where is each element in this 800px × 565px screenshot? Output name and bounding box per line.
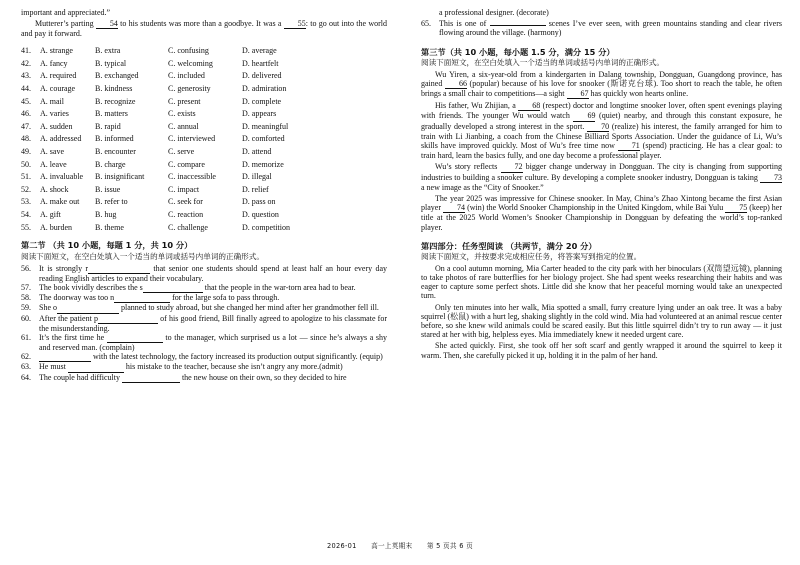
option-b[interactable]: B. rapid — [95, 121, 121, 131]
answer-blank[interactable]: 72 — [501, 162, 523, 172]
question-number: 56. — [21, 263, 31, 273]
question-item: 60. After the patient p of his good friend, Bill finally agreed to apologize to his classmate for the misunderstanding. — [21, 313, 388, 333]
question-number: 49. — [21, 147, 31, 157]
option-row — [21, 221, 387, 234]
option-b[interactable]: B. insignificant — [95, 172, 145, 182]
option-a[interactable]: A. leave — [40, 159, 67, 169]
option-a[interactable]: A. strange — [40, 46, 73, 56]
option-c[interactable]: C. serve — [168, 147, 195, 157]
option-d[interactable]: D. comforted — [242, 134, 285, 144]
option-a[interactable]: A. required — [40, 71, 77, 81]
option-a[interactable]: A. shock — [40, 184, 69, 194]
answer-blank[interactable]: 73 — [760, 173, 782, 183]
section3-title: 第三节（共 10 小题，每小题 1.5 分，满分 15 分） — [421, 46, 615, 57]
option-d[interactable]: D. complete — [242, 96, 282, 106]
option-a[interactable]: A. make out — [40, 197, 80, 207]
option-b[interactable]: B. hug — [95, 209, 117, 219]
option-d[interactable]: D. admiration — [242, 84, 287, 94]
option-a[interactable]: A. addressed — [40, 134, 82, 144]
question-item: 58. The doorway was too n for the large sofa to pass through. — [21, 293, 280, 303]
option-c[interactable]: C. reaction — [168, 209, 204, 219]
option-b[interactable]: B. refer to — [95, 197, 128, 207]
story-paragraph: Wu Yiren, a six-year-old from a kindergarten in Dalang township, Dongguan, Guangdong province, has gained 66 (popular) because of his love for snooker (斯诺克台球). Too short to reach the table, he often brings a small chair to competitions—a sight 67 has quickly won hearts online. — [421, 69, 783, 99]
option-row — [21, 171, 387, 184]
answer-blank[interactable]: 71 — [618, 141, 640, 151]
option-row — [21, 108, 387, 121]
question-item: 63. He must his mistake to the teacher, because she isn’t angry any more.(admit) — [21, 362, 343, 372]
option-row — [21, 196, 387, 209]
question-item: 65. This is one of scenes I’ve ever seen, with green mountains standing and clear rivers flowing around the village. (harmony) — [421, 19, 782, 38]
answer-blank[interactable] — [68, 362, 124, 372]
option-b[interactable]: B. exchanged — [95, 71, 139, 81]
question-number: 50. — [21, 159, 31, 169]
option-c[interactable]: C. compare — [168, 159, 205, 169]
question-number: 53. — [21, 197, 31, 207]
option-d[interactable]: D. illegal — [242, 172, 272, 182]
part4-title: 第四部分：任务型阅读 （共两节，满分 20 分） — [421, 240, 597, 251]
option-b[interactable]: B. extra — [95, 46, 121, 56]
option-a[interactable]: A. varies — [40, 109, 69, 119]
option-row — [21, 95, 387, 108]
question-number: 63. — [21, 362, 31, 372]
left-column — [21, 8, 387, 383]
footer-page: 第 5 页共 6 页 — [426, 542, 473, 550]
question-number: 59. — [21, 303, 31, 313]
option-a[interactable]: A. sudden — [40, 121, 73, 131]
option-d[interactable]: D. question — [242, 209, 279, 219]
option-row — [21, 183, 387, 196]
question-number: 48. — [21, 134, 31, 144]
option-a[interactable]: A. gift — [40, 209, 61, 219]
option-b[interactable]: B. charge — [95, 159, 126, 169]
parting-paragraph: Mutterer’s parting 54 to his students was more than a goodbye. It was a 55: to go out into the world and pay it forward. — [21, 19, 387, 39]
part4-instruction: 阅读下面短文，并按要求完成相应任务，将答案写到指定的位置。 — [421, 252, 642, 262]
question-number: 47. — [21, 121, 31, 131]
answer-blank[interactable] — [122, 373, 180, 383]
option-row — [21, 208, 387, 221]
option-c[interactable]: C. present — [168, 96, 201, 106]
right-column — [421, 8, 782, 362]
question-number: 42. — [21, 58, 31, 68]
option-c[interactable]: C. seek for — [168, 197, 203, 207]
option-c[interactable]: C. interviewed — [168, 134, 216, 144]
question-number: 58. — [21, 293, 31, 303]
option-d[interactable]: D. pass on — [242, 197, 276, 207]
option-c[interactable]: C. inaccessible — [168, 172, 216, 182]
question-item: 56. It is strongly r that senior one students should spend at least half an hour every day reading English articles to expand their vocabulary. — [21, 263, 387, 283]
intro-line: important and appreciated.” — [21, 8, 111, 17]
option-d[interactable]: D. appears — [242, 109, 277, 119]
option-d[interactable]: D. delivered — [242, 71, 282, 81]
option-a[interactable]: A. save — [40, 147, 64, 157]
option-a[interactable]: A. courage — [40, 84, 76, 94]
option-row — [21, 57, 387, 70]
question-number: 57. — [21, 282, 31, 292]
option-a[interactable]: A. mail — [40, 96, 64, 106]
question-number: 55. — [21, 222, 31, 232]
option-a[interactable]: A. fancy — [40, 58, 68, 68]
section2-questions — [21, 264, 387, 383]
option-b[interactable]: B. typical — [95, 58, 127, 68]
story-paragraph: His father, Wu Zhijian, a 68 (respect) doctor and longtime snooker lover, often spent evenings playing with friends. The younger Wu would watch 69 (quiet) nearby, and through this constant exposure, he gradually developed a strong interest in the sport. 70 (realize) his interest, the family arranged for him to train with Li Jianbing, a coach from the Chinese Billiard Sports Association. Under the guidance of Li, Wu’s skills have improved quickly. Most of Wu’s free time now 71 (spend) practicing. He has a clear goal: to train hard, learn the basics fully, and one day become a professional player. — [421, 101, 783, 161]
option-a[interactable]: A. invaluable — [40, 172, 84, 182]
option-c[interactable]: C. exists — [168, 109, 196, 119]
question-item: 64. The couple had difficulty the new house on their own, so they decided to hire — [21, 372, 347, 382]
option-d[interactable]: D. average — [242, 46, 277, 56]
option-row — [21, 120, 387, 133]
option-row — [21, 145, 387, 158]
question-number: 41. — [21, 46, 31, 56]
option-d[interactable]: D. meaningful — [242, 121, 289, 131]
option-c[interactable]: C. included — [168, 71, 205, 81]
option-b[interactable]: B. encounter — [95, 147, 136, 157]
option-c[interactable]: C. impact — [168, 184, 200, 194]
question-number: 64. — [21, 372, 31, 382]
option-c[interactable]: C. generosity — [168, 84, 211, 94]
option-d[interactable]: D. attend — [242, 147, 272, 157]
answer-blank[interactable]: 68 — [518, 101, 540, 111]
option-d[interactable]: D. memorize — [242, 159, 284, 169]
answer-blank[interactable]: 67 — [567, 89, 589, 99]
story-paragraph: The year 2025 was impressive for Chinese snooker. In May, China’s Zhao Xintong became the first Asian player 74 (win) the World Snooker Championship in the United Kingdom, while Bai Yulu 75 (keep) her title at the 2025 World Women’s Snooker Championship in Dongguan by defeating the world’s top-ranked player. — [421, 193, 782, 232]
answer-blank[interactable]: 74 — [443, 203, 465, 213]
answer-blank[interactable]: 54 — [96, 19, 118, 29]
option-c[interactable]: C. confusing — [168, 46, 209, 56]
option-b[interactable]: B. matters — [95, 109, 128, 119]
page-footer — [0, 543, 800, 551]
option-b[interactable]: B. theme — [95, 222, 124, 232]
option-row — [21, 158, 387, 171]
option-c[interactable]: C. challenge — [168, 222, 208, 232]
answer-blank[interactable]: 75 — [725, 203, 747, 213]
question-number: 43. — [21, 71, 31, 81]
option-row — [21, 45, 387, 58]
section3-instruction: 阅读下面短文，在空白处填入一个适当的单词或括号内单词的正确形式。 — [421, 57, 664, 67]
reading-paragraph: Only ten minutes into her walk, Mia spotted a small, furry creature lying under an oak tree. It was a baby squirrel (松鼠) with a hurt leg, shaking slightly in the cold wind. Mia had volunteered at an animal rescue center before, so she knew wild animals could be scared easily. But this little squirrel didn’t try to run away — it just stared at her with big, helpless eyes. Mia immediately knew it needed urgent care. — [421, 302, 782, 340]
footer-date: 2026-01 — [327, 542, 357, 550]
question-number: 54. — [21, 209, 31, 219]
option-b[interactable]: B. issue — [95, 184, 121, 194]
question-number: 45. — [21, 96, 31, 106]
option-row — [21, 70, 387, 83]
answer-blank[interactable] — [107, 333, 163, 343]
question-item: 57. The book vividly describes the s that the people in the war-torn area had to bear. — [21, 282, 356, 292]
option-d[interactable]: D. relief — [242, 184, 269, 194]
answer-blank[interactable] — [57, 303, 119, 313]
options-table — [21, 45, 387, 234]
question-item: 59. She o planned to study abroad, but she changed her mind after her grandmother fell ill. — [21, 303, 379, 313]
answer-blank[interactable]: 70 — [587, 122, 609, 132]
question-number: 62. — [21, 352, 31, 362]
option-row — [21, 82, 387, 95]
option-b[interactable]: B. recognize — [95, 96, 136, 106]
option-d[interactable]: D. heartfelt — [242, 58, 279, 68]
option-row — [21, 133, 387, 146]
answer-blank[interactable]: 69 — [573, 111, 595, 121]
answer-blank[interactable]: 55 — [284, 19, 306, 29]
question-number: 51. — [21, 172, 31, 182]
answer-blank[interactable] — [114, 293, 170, 303]
option-c[interactable]: C. welcoming — [168, 58, 213, 68]
answer-blank[interactable] — [39, 352, 91, 362]
section2-title: 第二节 （共 10 小题，每题 1 分，共 10 分） — [21, 240, 193, 251]
question-number: 44. — [21, 84, 31, 94]
footer-exam: 高一上英期末 — [371, 542, 413, 550]
option-b[interactable]: B. informed — [95, 134, 134, 144]
answer-blank[interactable] — [88, 264, 150, 274]
reading-paragraph: On a cool autumn morning, Mia Carter headed to the city park with her binoculars (双筒望远镜), planning to take photos of rare butterflies for her biology project. She had spent weeks researching their habits and was eager to capture some perfect shots. Little did she know that her peaceful morning would take an unexpected turn. — [421, 263, 782, 301]
answer-blank[interactable] — [490, 25, 546, 26]
option-a[interactable]: A. burden — [40, 222, 72, 232]
continued-line: a professional designer. (decorate) — [439, 8, 549, 17]
question-number: 61. — [21, 332, 31, 342]
option-b[interactable]: B. kindness — [95, 84, 133, 94]
answer-blank[interactable] — [98, 314, 158, 324]
story-paragraph: Wu’s story reflects 72 bigger change underway in Dongguan. The city is changing from supporting industries to building a snooker culture. By developing a complete snooker industry, Dongguan is taking 73 a new image as the “City of Snooker.” — [421, 162, 782, 192]
question-item: 61. It’s the first time he to the manager, which surprised us a lot — since he’s always a shy and reserved man. (complain) — [21, 332, 387, 353]
reading-paragraph: She acted quickly. First, she took off her soft scarf and gently wrapped it around the squirrel to keep it warm. Then, she carefully picked it up, holding it in the palm of her hand. — [421, 341, 782, 360]
question-number: 46. — [21, 109, 31, 119]
answer-blank[interactable] — [143, 283, 203, 293]
question-number: 60. — [21, 313, 31, 323]
question-item: 62. with the latest technology, the factory increased its production output significantly. (equip) — [21, 352, 383, 362]
option-d[interactable]: D. competition — [242, 222, 290, 232]
answer-blank[interactable]: 66 — [445, 79, 467, 89]
section2-instruction: 阅读下面短文，在空白处填入一个适当的单词或括号内单词的正确形式。 — [21, 251, 264, 261]
option-c[interactable]: C. annual — [168, 121, 199, 131]
question-number: 52. — [21, 184, 31, 194]
